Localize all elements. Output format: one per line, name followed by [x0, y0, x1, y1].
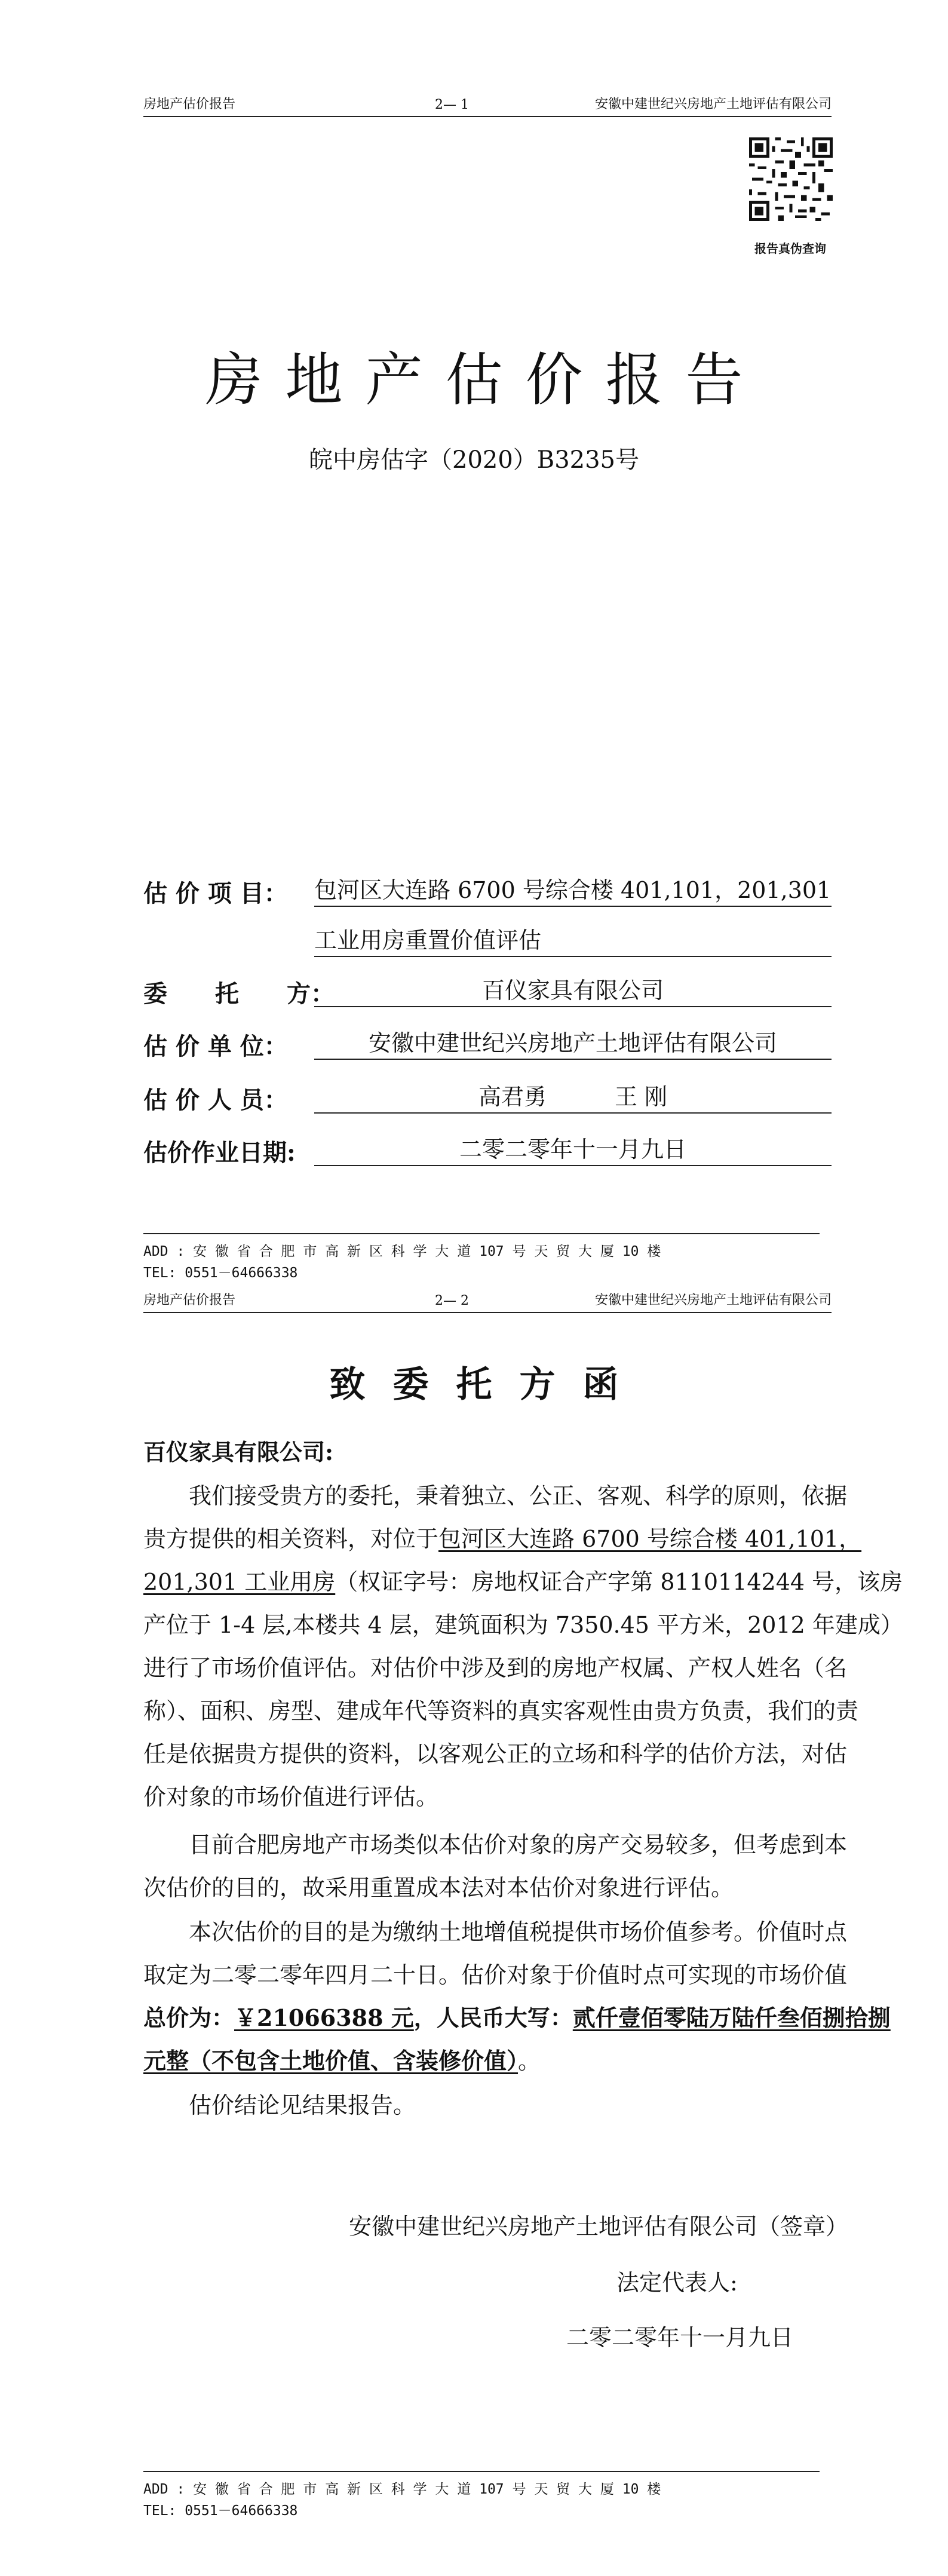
footer-address-text: ADD : 安 徽 省 合 肥 市 高 新 区 科 学 大 道 107 号 天 贸 大 厦 10 楼 — [143, 2482, 661, 2497]
text-line: 价对象的市场价值进行评估。 — [143, 1784, 439, 1810]
text-line: 本次估价的目的是为缴纳土地增值税提供市场价值参考。价值时点 — [189, 1919, 848, 1945]
text-run: 。 — [518, 2048, 541, 2074]
field-label: 估 价 人 员： — [143, 1086, 288, 1114]
footer-address — [143, 2478, 832, 2498]
salutation: 百仪家具有限公司: — [143, 1439, 334, 1465]
text-line: 估价结论见结果报告。 — [189, 2092, 416, 2118]
field-value: 安徽中建世纪兴房地产土地评估有限公司 — [314, 1028, 832, 1060]
header-doc-title: 房地产估价报告 — [143, 1293, 236, 1308]
footer-tel: TEL: 0551－64666338 — [143, 1265, 298, 1281]
letter-paragraph-4 — [143, 2084, 832, 2127]
text-line — [143, 1560, 903, 1603]
signature-representative: 法定代表人: — [616, 2270, 738, 2296]
header-company: 安徽中建世纪兴房地产土地评估有限公司 — [594, 1293, 832, 1308]
letter-title: 致委托方函 — [329, 1364, 646, 1406]
total-value-words: 元整（不包含土地价值、含装修价值） — [143, 2047, 519, 2074]
text-line — [143, 1997, 891, 2040]
field-value: 高君勇 王 刚 — [314, 1081, 832, 1114]
text-run: 总价为： — [143, 2004, 235, 2031]
text-line: 进行了市场价值评估。对估价中涉及到的房地产权属、产权人姓名（名 — [143, 1655, 848, 1681]
field-label: 估 价 单 位： — [143, 1032, 288, 1060]
text-run: （权证字号：房地权证合产字第 8110114244 号，该房 — [335, 1569, 903, 1595]
field-value: 工业用房重置价值评估 — [314, 925, 832, 957]
header-company: 安徽中建世纪兴房地产土地评估有限公司 — [594, 97, 832, 112]
text-line — [143, 1517, 862, 1560]
letter-paragraph-2 — [143, 1823, 848, 1909]
text-line: 取定为二零二零年四月二十日。估价对象于价值时点可实现的市场价值 — [143, 1962, 848, 1988]
text-run: 贵方提供的相关资料，对位于 — [143, 1526, 439, 1552]
total-value-words: 贰仟壹佰零陆万陆仟叁佰捌拾捌 — [572, 2004, 891, 2031]
field-value: 百仪家具有限公司 — [314, 975, 832, 1007]
field-value: 二零二零年十一月九日 — [314, 1134, 832, 1166]
total-value-number: ￥21066388 元 — [234, 2004, 414, 2031]
report-number: 皖中房估字（2020）B3235号 — [309, 446, 639, 474]
letter-paragraph-1 — [143, 1474, 903, 1818]
header-doc-title: 房地产估价报告 — [143, 97, 236, 112]
text-run: ，人民币大写： — [413, 2004, 573, 2031]
field-label: 委 托 方： — [143, 980, 335, 1008]
text-line: 目前合肥房地产市场类似本估价对象的房产交易较多，但考虑到本 — [189, 1832, 848, 1858]
text-line: 我们接受贵方的委托，秉着独立、公正、客观、科学的原则，依据 — [189, 1483, 848, 1509]
cover-title: 房地产估价报告 — [205, 346, 766, 413]
text-line — [143, 2040, 832, 2083]
header-page-number: 2— 1 — [435, 97, 469, 112]
header-page-number: 2— 2 — [435, 1293, 469, 1308]
field-label: 估 价 项 目： — [143, 879, 288, 907]
footer-divider — [143, 2471, 820, 2472]
text-line: 次估价的目的，故采用重置成本法对本估价对象进行评估。 — [143, 1875, 734, 1901]
property-address: 201,301 工业用房 — [143, 1569, 336, 1595]
page-header — [143, 1286, 832, 1313]
field-value: 包河区大连路 6700 号综合楼 401,101，201,301 — [314, 875, 832, 907]
text-line: 任是依据贵方提供的资料，以客观公正的立场和科学的估价方法，对估 — [143, 1741, 848, 1767]
property-address: 包河区大连路 6700 号综合楼 401,101， — [438, 1526, 862, 1552]
signature-date: 二零二零年十一月九日 — [566, 2324, 794, 2351]
page-header — [143, 90, 832, 117]
text-line: 称）、面积、房型、建成年代等资料的真实客观性由贵方负责，我们的责 — [143, 1698, 859, 1724]
text-line: 产位于 1-4 层,本楼共 4 层，建筑面积为 7350.45 平方米，2012 年建成） — [143, 1612, 903, 1638]
qr-code-icon[interactable] — [749, 137, 833, 221]
footer-divider — [143, 1233, 820, 1234]
letter-paragraph-3 — [143, 1910, 891, 2083]
signature-company: 安徽中建世纪兴房地产土地评估有限公司（签章） — [349, 2213, 849, 2240]
footer-tel: TEL: 0551－64666338 — [143, 2503, 298, 2519]
qr-caption: 报告真伪查询 — [754, 241, 826, 256]
footer-address — [143, 1240, 832, 1260]
field-label: 估价作业日期: — [143, 1139, 296, 1167]
footer-address-text: ADD : 安 徽 省 合 肥 市 高 新 区 科 学 大 道 107 号 天 贸 大 厦 10 楼 — [143, 1244, 661, 1259]
